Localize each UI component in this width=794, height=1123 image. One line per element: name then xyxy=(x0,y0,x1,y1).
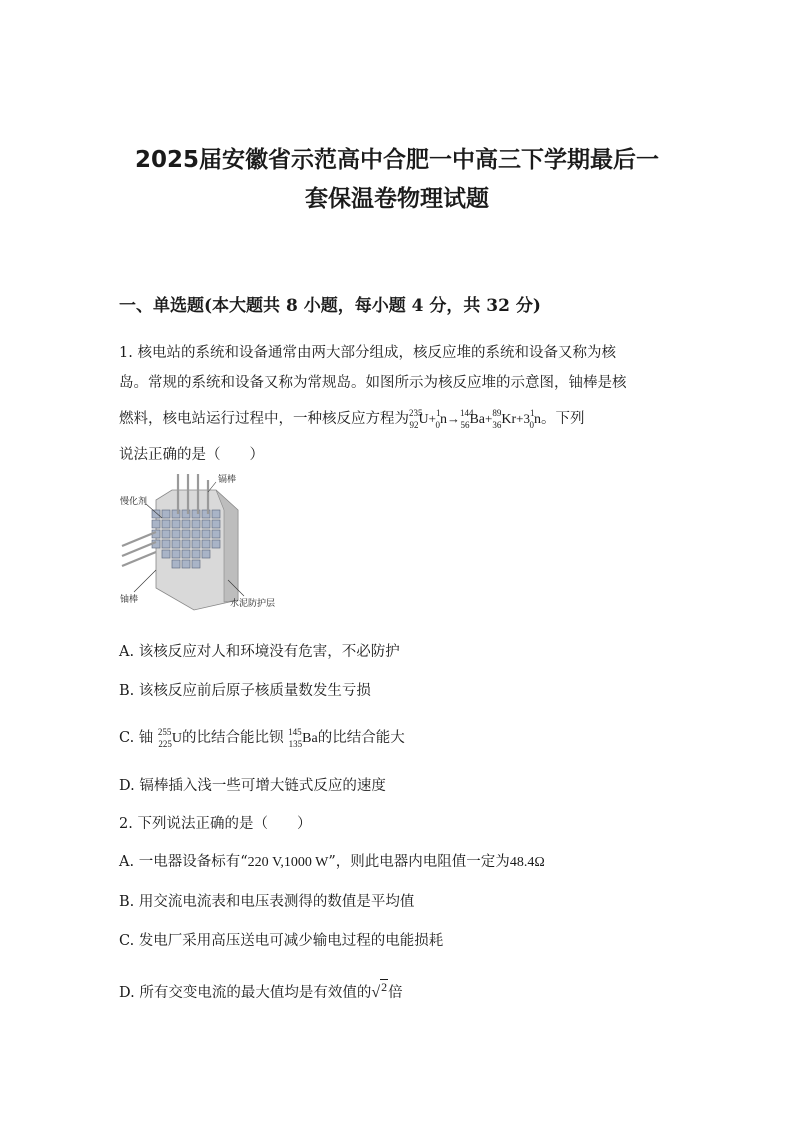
document-title-line-2: 套保温卷物理试题 xyxy=(305,186,489,212)
n-atomic-number: 0 xyxy=(435,420,440,430)
u-mass-number: 235 xyxy=(409,408,423,418)
q1-line-4: 说法正确的是（ ） xyxy=(119,447,264,463)
ba-mass-number: 144 xyxy=(459,408,474,418)
plus-sign: + xyxy=(485,411,493,426)
c-ba-atomic-number: 135 xyxy=(288,739,303,749)
document-title-line-1: 2025届安徽省示范高中合肥一中高三下学期最后一 xyxy=(134,147,659,173)
label-moderator: 慢化剂 xyxy=(120,497,148,507)
q1-option-b: B. 该核反应前后原子核质量数发生亏损 xyxy=(119,683,371,699)
q2-option-a-value: 48.4Ω xyxy=(509,855,545,870)
reaction-arrow: → xyxy=(446,411,460,426)
plus-sign: + xyxy=(428,411,436,426)
neutron-symbol: n xyxy=(534,412,541,427)
q2-option-d-prefix: D. 所有交变电流的最大值均是有效值的 xyxy=(119,985,372,1001)
q2-option-a-mid: ”，则此电器内电阻值一定为 xyxy=(328,854,510,870)
q2-option-d-suffix: 倍 xyxy=(388,985,403,1001)
q1-option-c-prefix: C. 铀 xyxy=(119,730,158,746)
sqrt-radicand: 2 xyxy=(381,980,388,994)
neutron-coefficient: 3 xyxy=(523,411,530,426)
kr-mass-number: 89 xyxy=(492,408,502,418)
reactor-diagram xyxy=(116,470,296,616)
q1-option-c-suffix: 的比结合能大 xyxy=(317,730,405,746)
q2-option-a-prefix: A. 一电器设备标有“ xyxy=(119,854,248,870)
question-1-stem xyxy=(119,338,679,470)
n-mass-number: 1 xyxy=(530,408,535,418)
sqrt-sign: √ xyxy=(371,984,381,1001)
ba-atomic-number: 56 xyxy=(460,420,470,430)
label-concrete-shield: 水泥防护层 xyxy=(230,599,276,609)
n-mass-number: 1 xyxy=(435,408,441,418)
c-u-mass-number: 255 xyxy=(157,727,172,737)
kr-atomic-number: 36 xyxy=(492,420,502,430)
fuel-rods xyxy=(122,532,156,566)
sqrt-expression xyxy=(371,980,388,1001)
label-control-rod: 镉棒 xyxy=(218,475,237,485)
q1-line-3-text: 燃料，核电站运行过程中，一种核反应方程为 xyxy=(119,411,409,427)
q1-line-1: 1. 核电站的系统和设备通常由两大部分组成，核反应堆的系统和设备又称为核 xyxy=(119,345,616,361)
neutron-symbol: n xyxy=(439,412,447,427)
q1-option-d: D. 镉棒插入浅一些可增大链式反应的速度 xyxy=(119,778,386,794)
uranium-symbol: U xyxy=(418,412,429,427)
n-atomic-number: 0 xyxy=(529,420,534,430)
c-ba-mass-number: 145 xyxy=(288,727,302,737)
q1-option-c-mid: 的比结合能比钡 xyxy=(182,730,289,746)
q2-option-d xyxy=(119,981,403,1002)
q1-line-3 xyxy=(119,398,679,440)
label-line-fuel-rod xyxy=(134,570,156,592)
c-u-atomic-number: 225 xyxy=(158,739,172,749)
q2-option-b: B. 用交流电流表和电压表测得的数值是平均值 xyxy=(119,894,415,910)
q1-line-2: 岛。常规的系统和设备又称为常规岛。如图所示为核反应堆的示意图，铀棒是核 xyxy=(119,375,627,391)
c-barium-symbol: Ba xyxy=(302,731,318,746)
c-uranium-symbol: U xyxy=(171,731,183,746)
q2-option-a-rating: 220 V,1000 W xyxy=(247,855,329,870)
krypton-symbol: Kr xyxy=(501,412,517,427)
q2-option-c: C. 发电厂采用高压送电可减少输电过程的电能损耗 xyxy=(119,933,444,949)
q2-option-a xyxy=(119,850,545,871)
label-fuel-rod: 铀棒 xyxy=(120,595,139,605)
barium-symbol: Ba xyxy=(469,412,486,427)
q1-line-3-tail: 。下列 xyxy=(541,411,585,427)
question-2-stem: 2. 下列说法正确的是（ ） xyxy=(119,816,312,832)
u-atomic-number: 92 xyxy=(409,420,419,430)
plus-sign: + xyxy=(516,411,524,426)
q1-option-c xyxy=(119,726,405,749)
nuclear-equation xyxy=(409,408,541,430)
q1-option-a: A. 该核反应对人和环境没有危害，不必防护 xyxy=(119,644,400,660)
section-heading: 一、单选题(本大题共 8 小题，每小题 4 分，共 32 分) xyxy=(119,296,541,316)
